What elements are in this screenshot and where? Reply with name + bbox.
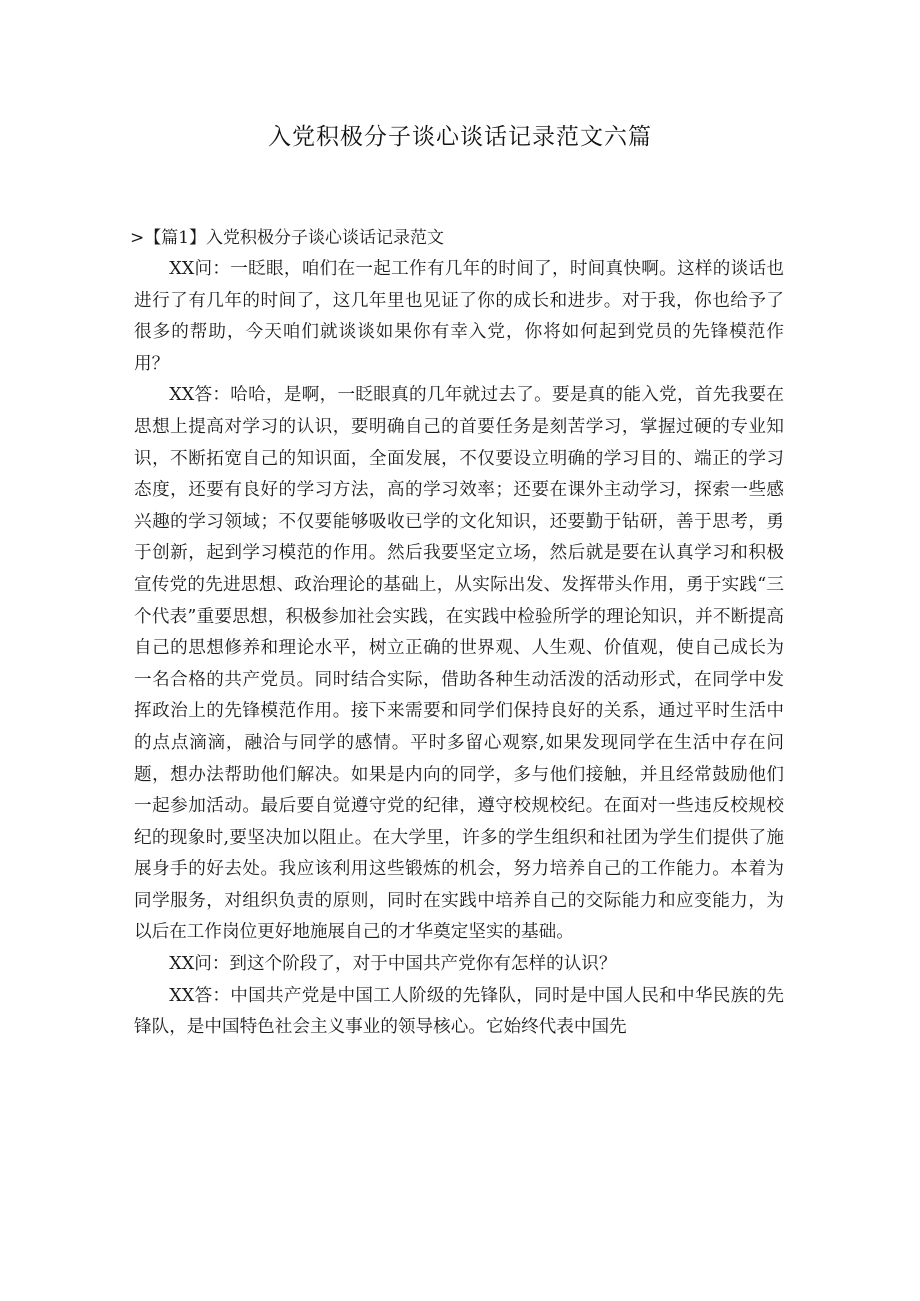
article-body — [130, 222, 784, 1044]
section-heading: >【篇1】入党积极分子谈心谈话记录范文 — [130, 228, 445, 248]
paragraph-question-2: XX问：到这个阶段了，对于中国共产党你有怎样的认识？ — [169, 954, 617, 975]
paragraph-answer-1: XX答：哈哈，是啊，一眨眼真的几年就过去了。要是真的能入党，首先我要在思想上提高对学习的认识，要明确自己的首要任务是刻苦学习，掌握过硬的专业知识，不断拓宽自己的知识面，全面发展，不仅要设立明确的学习目的、端正的学习态度，还要有良好的学习方法，高的学习效率；还要在课外主动学习，探索一些感兴趣的学习领域；不仅要能够吸收已学的文化知识，还要勤于钻研，善于思考，勇于创新，起到学习模范的作用。然后我要坚定立场，然后就是要在认真学习和积极宣传党的先进思想、政治理论的基础上，从实际出发、发挥带头作用，勇于实践“三个代表”重要思想，积极参加社会实践，在实践中检验所学的理论知识，并不断提高自己的思想修养和理论水平，树立正确的世界观、人生观、价值观，使自己成长为一名合格的共产党员。同时结合实际，借助各种生动活泼的活动形式，在同学中发挥政治上的先锋模范作用。接下来需要和同学们保持良好的关系，通过平时生活中的点点滴滴，融洽与同学的感情。平时多留心观察,如果发现同学在生活中存在问题，想办法帮助他们解决。如果是内向的同学，多与他们接触，并且经常鼓励他们一起参加活动。最后要自觉遵守党的纪律，遵守校规校纪。在面对一些违反校规校纪的现象时,要坚决加以阻止。在大学里，许多的学生组织和社团为学生们提供了施展身手的好去处。我应该利用这些锻炼的机会，努力培养自己的工作能力。本着为同学服务，对组织负责的原则，同时在实践中培养自己的交际能力和应变能力，为以后在工作岗位更好地施展自己的才华奠定坚实的基础。 — [134, 385, 784, 943]
paragraph-answer-2: XX答：中国共产党是中国工人阶级的先锋队，同时是中国人民和中华民族的先锋队，是中国特色社会主义事业的领导核心。它始终代表中国先 — [134, 985, 784, 1038]
paragraph-question-1: XX问：一眨眼，咱们在一起工作有几年的时间了，时间真快啊。这样的谈话也进行了有几年的时间了，这几年里也见证了你的成长和进步。对于我，你也给予了很多的帮助，今天咱们就谈谈如果你有幸入党，你将如何起到党员的先锋模范作用？ — [134, 259, 784, 374]
page-title: 入党积极分子谈心谈话记录范文六篇 — [268, 124, 652, 150]
